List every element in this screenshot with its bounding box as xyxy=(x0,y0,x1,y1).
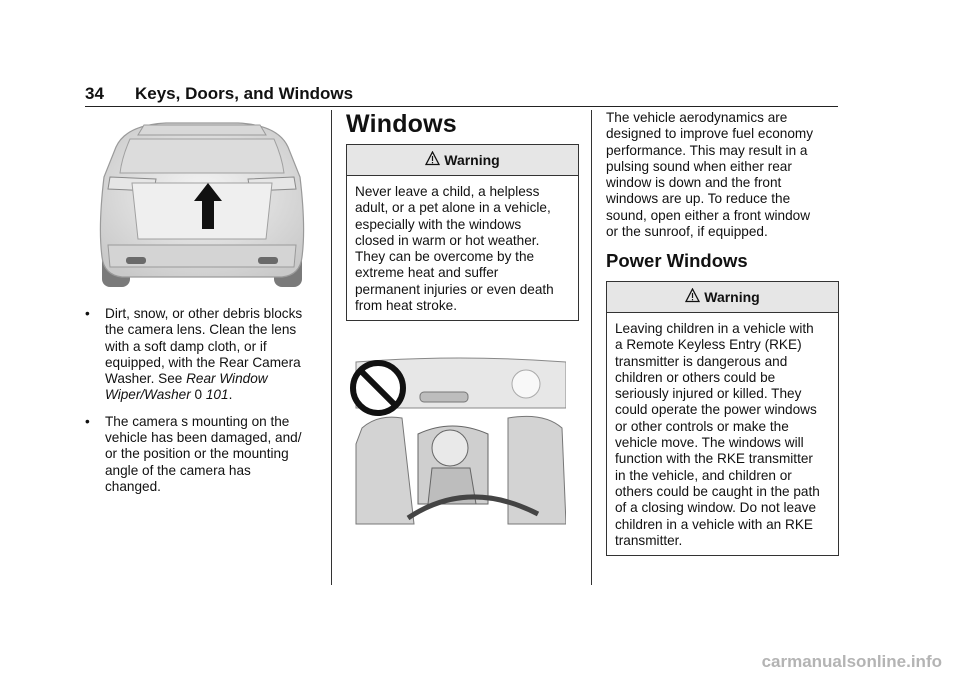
column-divider-left xyxy=(331,110,332,585)
warning-icon xyxy=(425,146,440,176)
list-item: • The camera s mounting on the vehicle has been damaged, and/ or the position or the mounting angle of the camera has changed. xyxy=(85,413,302,494)
page-title: Keys, Doors, and Windows xyxy=(135,84,354,103)
page-header xyxy=(85,82,838,107)
page-ref-icon: 0 xyxy=(194,387,203,403)
warning-header xyxy=(347,145,578,176)
list-item: • Dirt, snow, or other debris blocks the camera lens. Clean the lens with a soft damp cloth, or if equipped, with the Rear Camera Washer. See Rear Window Wiper/Washer 0 101. xyxy=(85,306,303,403)
warning-icon xyxy=(685,283,700,313)
page-ref-number: 101 xyxy=(205,387,229,403)
warning-title: Warning xyxy=(704,289,760,305)
child-in-car-illustration xyxy=(348,348,566,526)
rear-camera-illustration xyxy=(96,117,308,295)
right-column-intro: The vehicle aerodynamics are designed to improve fuel economy performance. This may result in a pulsing sound when either rear window is down and the front windows are up. To reduce the sound, open either a front window or the sunroof, if equipped. xyxy=(606,110,814,240)
section-title-power-windows: Power Windows xyxy=(606,250,748,271)
warning-box xyxy=(606,281,839,556)
watermark: carmanualsonline.info xyxy=(761,652,942,671)
cross-reference-link[interactable]: Rear Window xyxy=(186,371,268,387)
cross-reference-link[interactable]: Wiper/Washer xyxy=(105,387,191,403)
warning-text: Never leave a child, a helpless adult, or a pet alone in a vehicle, especially with the windows closed in warm or hot weather. They can be overcome by the extreme heat and suffer permanent injuries or even death from heat stroke. xyxy=(355,184,554,314)
column-divider-right xyxy=(591,110,592,585)
warning-box xyxy=(346,144,579,321)
section-title-windows: Windows xyxy=(346,110,457,138)
warning-text: Leaving children in a vehicle with a Remote Keyless Entry (RKE) transmitter is dangerous and children or others could be seriously injured or killed. They could operate the power windows or other controls or make the vehicle move. The windows will function with the RKE transmitter in the vehicle, and children or others could be caught in the path of a closing window. Do not leave children in a vehicle with an RKE transmitter. xyxy=(615,321,820,548)
left-column-text xyxy=(85,306,325,505)
warning-title: Warning xyxy=(444,152,500,168)
page-number: 34 xyxy=(85,84,104,103)
warning-header xyxy=(607,282,838,313)
